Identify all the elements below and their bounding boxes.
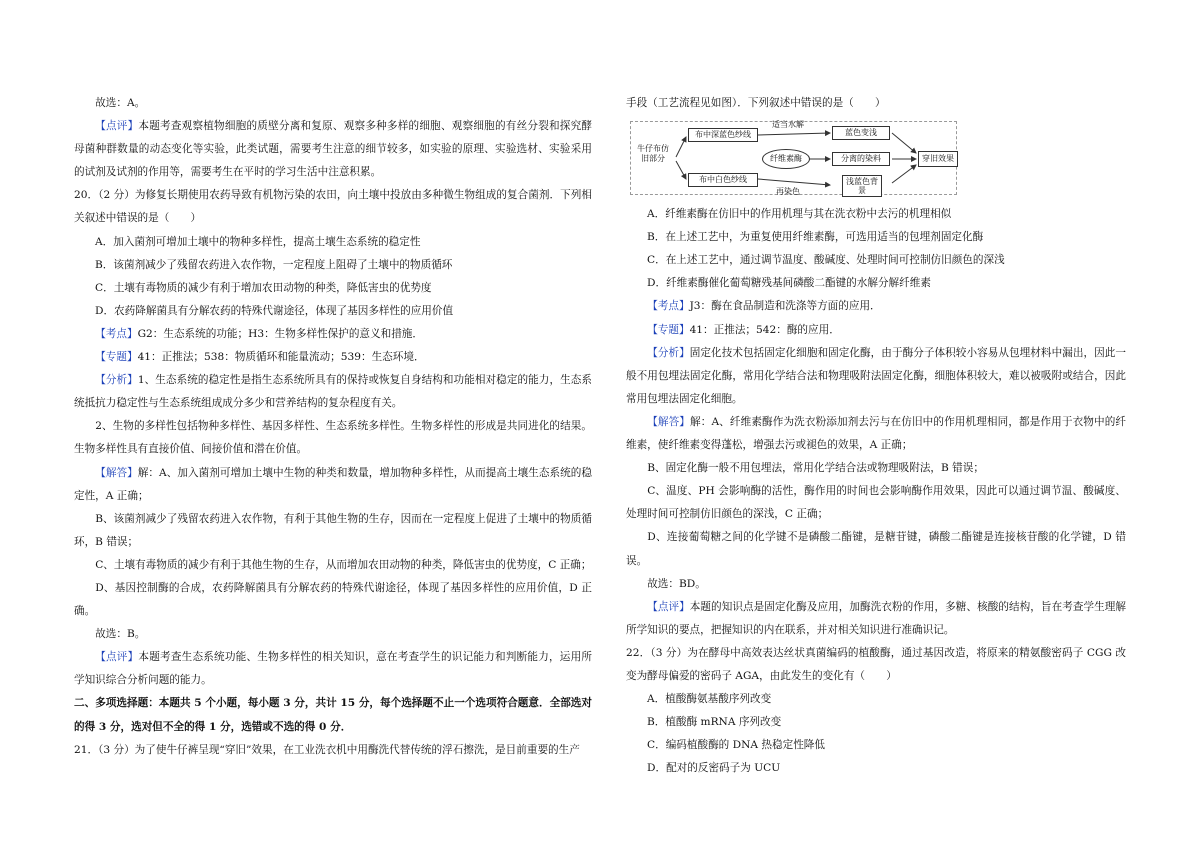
hydrolysis-label: 适当水解 xyxy=(772,120,804,130)
q20-option-c: C．土壤有毒物质的减少有利于增加农田动物的种类，降低害虫的优势度 xyxy=(95,281,432,294)
q20-solution-4: D、基因控制酶的合成，农药降解菌具有分解农药的特殊代谢途径，体现了基因多样性的应用价值，D 正确。 xyxy=(74,581,592,618)
q21-kaodian: 【考点】J3：酶在食品制造和洗涤等方面的应用． xyxy=(647,300,881,313)
q21-solution-4: D、连接葡萄糖之间的化学键不是磷酸二酯键，是糖苷键，磷酸二酯键是连接核苷酸的化学键，D 错误。 xyxy=(626,531,1126,567)
zhuanti-tag: 【专题】 xyxy=(95,351,138,364)
result-box: 穿旧效果 xyxy=(918,151,958,167)
q21-answer: 故选：BD。 xyxy=(647,577,706,590)
q21-stem-cont: 手段（工艺流程见如图）．下列叙述中错误的是（ ） xyxy=(626,97,886,109)
q20-comment: 【点评】本题考查生态系统功能、生物多样性的相关知识，意在考查学生的识记能力和判断能力，运用所学知识综合分析问题的能力。 xyxy=(74,651,593,687)
q20-analysis-2: 2、生物的多样性包括物种多样性、基因多样性、生态系统多样性。生物多样性的形成是共同进化的结果。生物多样性具有直接价值、间接价值和潜在价值。 xyxy=(74,420,592,456)
analysis-tag: 【分析】 xyxy=(647,346,690,359)
q21-option-b: B．在上述工艺中，为重复使用纤维素酶，可选用适当的包埋剂固定化酶 xyxy=(647,231,984,244)
q19-answer: 故选：A。 xyxy=(95,97,146,109)
q21-option-a: A．纤维素酶在仿旧中的作用机理与其在洗衣粉中去污的机理相似 xyxy=(647,208,952,221)
solution-tag: 【解答】 xyxy=(95,466,138,479)
q20-zhuanti: 【专题】41：正推法；538：物质循环和能量流动；539：生态环境． xyxy=(95,351,425,364)
kaodian-tag: 【考点】 xyxy=(647,300,690,313)
q20-kaodian: 【考点】G2：生态系统的功能；H3：生物多样性保护的意义和措施． xyxy=(95,327,423,340)
redye-label: 再染色 xyxy=(776,187,800,197)
q22-option-a: A．植酸酶氨基酸序列改变 xyxy=(647,693,772,706)
dark-yarn-box: 布中深蓝色纱线 xyxy=(688,128,758,142)
q20-option-a: A．加入菌剂可增加土壤中的物种多样性，提高土壤生态系统的稳定性 xyxy=(95,235,421,248)
q20-answer: 故选：B。 xyxy=(95,628,146,641)
q20-option-d: D．农药降解菌具有分解农药的特殊代谢途径，体现了基因多样性的应用价值 xyxy=(95,304,454,317)
cellulase-ellipse: 纤维素酶 xyxy=(762,149,810,169)
q21-option-c: C．在上述工艺中，通过调节温度、酸碱度、处理时间可控制仿旧颜色的深浅 xyxy=(647,254,1005,267)
kaodian-tag: 【考点】 xyxy=(95,327,138,340)
right-column xyxy=(626,92,1126,780)
analysis-tag: 【分析】 xyxy=(95,374,138,387)
white-yarn-box: 布中白色纱线 xyxy=(688,173,758,187)
q21-solution-2: B、固定化酶一般不用包埋法，常用化学结合法或物理吸附法，B 错误； xyxy=(647,462,984,475)
q22-option-d: D．配对的反密码子为 UCU xyxy=(647,762,781,775)
q21-zhuanti: 【专题】41：正推法；542：酶的应用． xyxy=(647,323,840,336)
q20-stem: 20．（2 分）为修复长期使用农药导致有机物污染的农田，向土壤中投放由多种微生物组成的复合菌剂．下列相关叙述中错误的是（ ） xyxy=(74,189,592,225)
q21-stem: 21．（3 分）为了使牛仔裤呈现“穿旧”效果，在工业洗衣机中用酶洗代替传统的浮石擦洗，是目前重要的生产 xyxy=(74,743,580,756)
q21-solution-3: C、温度、PH 会影响酶的活性，酶作用的时间也会影响酶作用效果，因此可以通过调节温、酸碱度、处理时间可控制仿旧颜色的深浅，C 正确； xyxy=(626,485,1126,521)
q22-option-c: C．编码植酸酶的 DNA 热稳定性降低 xyxy=(647,739,825,752)
source-label: 牛仔布仿旧部分 xyxy=(632,143,674,175)
q20-solution-3: C、土壤有毒物质的减少有利于其他生物的生存，从而增加农田动物的种类，降低害虫的优势度，C 正确； xyxy=(95,558,592,571)
q20-analysis-1: 【分析】1、生态系统的稳定性是指生态系统所具有的保持或恢复自身结构和功能相对稳定的能力，生态系统抵抗力稳定性与生态系统组成成分多少和营养结构的复杂程度有关。 xyxy=(74,374,592,410)
q21-option-d: D．纤维素酶催化葡萄糖残基间磷酸二酯键的水解分解纤维素 xyxy=(647,277,931,290)
comment-tag: 【点评】 xyxy=(647,600,690,613)
background-box: 浅蓝色背景 xyxy=(842,175,882,197)
left-column xyxy=(74,92,592,762)
q19-comment: 【点评】本题考查观察植物细胞的质壁分离和复原、观察多种多样的细胞、观察细胞的有丝分裂和探究酵母菌种群数量的动态变化等实验，此类试题，需要考生注意的细节较多，如实验的原理、实验选材、实验采用的试剂及试剂的作用等，需要考生在平时的学习生活中注意积累。 xyxy=(74,120,593,179)
q21-analysis: 【分析】固定化技术包括固定化细胞和固定化酶，由于酶分子体积较小容易从包埋材料中漏出，因此一般不用包埋法固定化酶，常用化学结合法和物理吸附法固定化酶，细胞体积较大，难以被吸附或结合，因此常用包埋法固定化细胞。 xyxy=(626,346,1127,405)
q21-solution-1: 【解答】解：A、纤维素酶作为洗衣粉添加剂去污与在仿旧中的作用机理相同，都是作用于衣物中的纤维素，使纤维素变得蓬松，增强去污或褪色的效果，A 正确； xyxy=(626,415,1127,452)
q21-comment: 【点评】本题的知识点是固定化酶及应用，加酶洗衣粉的作用，多糖、核酸的结构，旨在考查学生理解所学知识的要点，把握知识的内在联系，并对相关知识进行准确识记。 xyxy=(626,600,1127,636)
solution-tag: 【解答】 xyxy=(647,415,691,428)
zhuanti-tag: 【专题】 xyxy=(647,323,690,336)
q20-option-b: B．该菌剂减少了残留农药进入农作物，一定程度上阻碍了土壤中的物质循环 xyxy=(95,258,453,271)
comment-tag: 【点评】 xyxy=(95,120,139,133)
light-blue-box: 蓝色变浅 xyxy=(832,126,890,140)
section-heading: 二、多项选择题：本题共 5 个小题，每小题 3 分，共计 15 分，每个选择题不止一个选项符合题意．全部选对的得 3 分，选对但不全的得 1 分，选错或不选的得 0 分． xyxy=(74,697,592,733)
q20-solution-1: 【解答】解：A、加入菌剂可增加土壤中生物的种类和数量，增加物种多样性，从而提高土壤生态系统的稳定性，A 正确； xyxy=(74,466,593,502)
process-diagram xyxy=(630,117,960,199)
q20-solution-2: B、该菌剂减少了残留农药进入农作物，有利于其他生物的生存，因而在一定程度上促进了土壤中的物质循环，B 错误； xyxy=(74,512,592,548)
dye-box: 分离的染料 xyxy=(832,152,890,166)
q22-option-b: B．植酸酶 mRNA 序列改变 xyxy=(647,716,782,729)
q22-stem: 22．（3 分）为在酵母中高效表达丝状真菌编码的植酸酶，通过基因改造，将原来的精氨酸密码子 CGG 改变为酵母偏爱的密码子 AGA，由此发生的变化有（ ） xyxy=(626,646,1126,682)
comment-tag: 【点评】 xyxy=(95,651,139,664)
